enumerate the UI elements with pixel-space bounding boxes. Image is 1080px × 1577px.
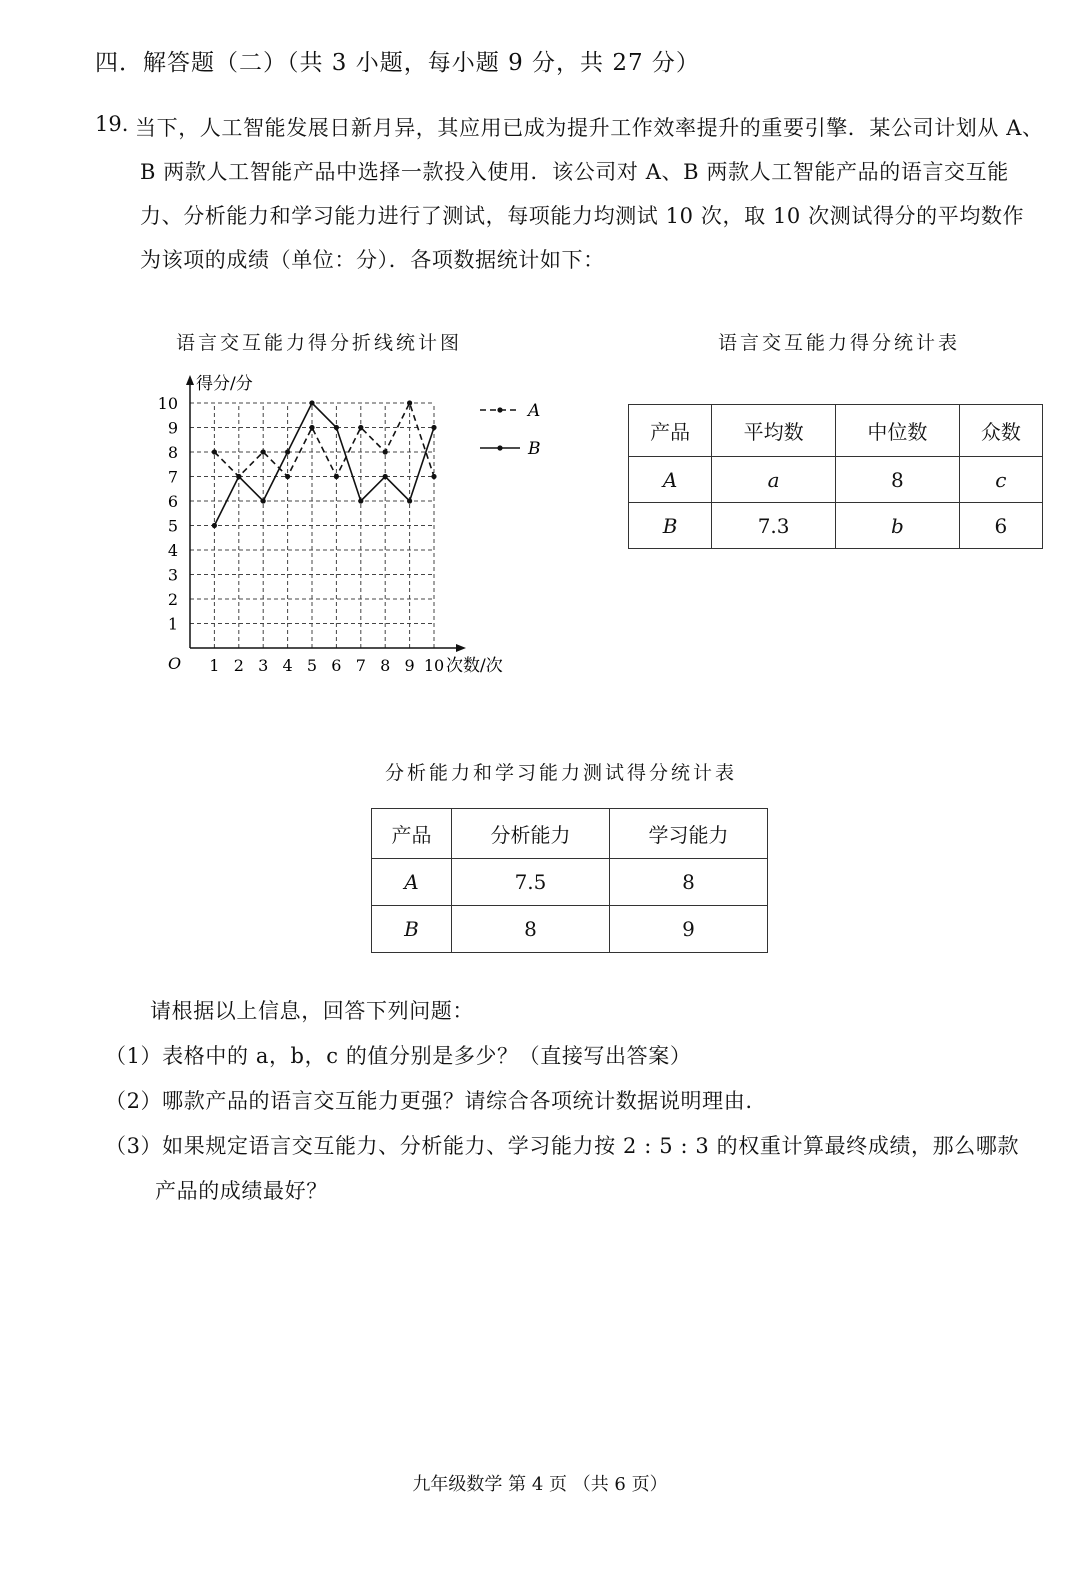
stats-table-analysis-learning bbox=[371, 808, 768, 953]
data-point-A bbox=[431, 474, 436, 479]
data-point-B bbox=[407, 498, 412, 503]
y-tick-label: 1 bbox=[167, 614, 178, 634]
question-text-line: 当下，人工智能发展日新月异，其应用已成为提升工作效率提升的重要引擎．某公司计划从 A、 bbox=[135, 116, 1044, 140]
table-header-cell: 中位数 bbox=[835, 405, 959, 457]
sub-question-3: （3）如果规定语言交互能力、分析能力、学习能力按 2 : 5 : 3 的权重计算最终成绩，那么哪款 bbox=[105, 1134, 1020, 1158]
line-chart bbox=[150, 368, 541, 688]
table-header-cell: 分析能力 bbox=[451, 809, 609, 859]
sub-question-3-cont: 产品的成绩最好？ bbox=[155, 1179, 328, 1203]
table-cell: A bbox=[372, 859, 452, 906]
x-tick-label: 9 bbox=[404, 656, 415, 675]
table-cell: 7.3 bbox=[712, 503, 836, 549]
chart-title: 语言交互能力得分折线统计图 bbox=[176, 332, 463, 354]
table-cell: c bbox=[959, 457, 1042, 503]
legend-marker-A bbox=[497, 407, 502, 412]
table-cell: 6 bbox=[959, 503, 1042, 549]
question-number: 19. bbox=[95, 112, 129, 136]
y-tick-label: 4 bbox=[167, 541, 178, 560]
table-header-cell: 众数 bbox=[959, 405, 1042, 457]
x-tick-label: 6 bbox=[331, 656, 342, 675]
data-point-A bbox=[212, 449, 217, 454]
section-title: 四．解答题（二）（共 3 小题，每小题 9 分，共 27 分） bbox=[95, 50, 700, 76]
sub-question-2: （2）哪款产品的语言交互能力更强？请综合各项统计数据说明理由. bbox=[105, 1089, 753, 1113]
data-point-B bbox=[383, 474, 388, 479]
question-text-line: 力、分析能力和学习能力进行了测试，每项能力均测试 10 次，取 10 次测试得分的平均数作 bbox=[140, 204, 1025, 228]
y-tick-label: 7 bbox=[167, 467, 178, 487]
table-cell: 7.5 bbox=[451, 859, 609, 906]
table-cell: 9 bbox=[609, 906, 767, 953]
table-cell: 8 bbox=[609, 859, 767, 906]
data-point-A bbox=[334, 474, 339, 479]
data-point-B bbox=[358, 498, 363, 503]
y-axis-arrow bbox=[186, 375, 194, 385]
y-tick-label: 10 bbox=[157, 394, 178, 413]
data-point-A bbox=[358, 425, 363, 430]
question-text-line: 为该项的成绩（单位：分）．各项数据统计如下： bbox=[140, 248, 605, 272]
data-point-B bbox=[285, 449, 290, 454]
legend-label-A: A bbox=[528, 401, 541, 421]
data-point-B bbox=[309, 400, 314, 405]
data-point-B bbox=[261, 498, 266, 503]
table-header-cell: 产品 bbox=[372, 809, 452, 859]
y-tick-label: 5 bbox=[167, 516, 178, 536]
table1-title: 语言交互能力得分统计表 bbox=[718, 332, 961, 354]
data-point-B bbox=[212, 523, 217, 528]
legend-label-B: B bbox=[528, 439, 541, 459]
table-header-cell: 平均数 bbox=[712, 405, 836, 457]
y-tick-label: 3 bbox=[167, 565, 178, 585]
y-tick-label: 9 bbox=[167, 418, 178, 438]
data-point-A bbox=[383, 449, 388, 454]
x-tick-label: 3 bbox=[258, 656, 269, 675]
data-point-A bbox=[285, 474, 290, 479]
page-footer: 九年级数学 第 4 页 （共 6 页） bbox=[412, 1474, 668, 1495]
table-cell: 8 bbox=[451, 906, 609, 953]
table-cell: A bbox=[629, 457, 712, 503]
x-tick-label: 1 bbox=[209, 656, 220, 675]
data-point-A bbox=[261, 449, 266, 454]
x-tick-label: 8 bbox=[380, 656, 391, 675]
table-cell: 8 bbox=[835, 457, 959, 503]
x-tick-label: 10 bbox=[423, 656, 445, 675]
legend-marker-B bbox=[497, 445, 502, 450]
x-axis-label: 次数/次 bbox=[446, 656, 503, 676]
x-tick-label: 4 bbox=[282, 656, 293, 675]
x-tick-label: 2 bbox=[233, 656, 244, 675]
table-header-cell: 学习能力 bbox=[609, 809, 767, 859]
origin-label: O bbox=[168, 654, 182, 673]
table-row bbox=[629, 503, 1043, 549]
y-tick-label: 2 bbox=[167, 590, 178, 609]
data-point-A bbox=[309, 425, 314, 430]
stats-table-language bbox=[628, 404, 1043, 549]
x-tick-label: 7 bbox=[355, 656, 366, 675]
table-cell: a bbox=[712, 457, 836, 503]
table-cell: b bbox=[835, 503, 959, 549]
table-cell: B bbox=[372, 906, 452, 953]
data-point-B bbox=[334, 425, 339, 430]
table-cell: B bbox=[629, 503, 712, 549]
table-row bbox=[372, 859, 768, 906]
table2-title: 分析能力和学习能力测试得分统计表 bbox=[385, 762, 738, 784]
y-tick-label: 6 bbox=[167, 492, 178, 511]
data-point-A bbox=[407, 400, 412, 405]
table-row bbox=[372, 906, 768, 953]
table-header-cell: 产品 bbox=[629, 405, 712, 457]
data-point-B bbox=[236, 474, 241, 479]
y-axis-label: 得分/分 bbox=[196, 374, 253, 394]
data-point-B bbox=[431, 425, 436, 430]
series-line-B bbox=[214, 403, 434, 526]
sub-question-1: （1）表格中的 a，b，c 的值分别是多少？（直接写出答案） bbox=[105, 1044, 692, 1068]
questions-intro: 请根据以上信息，回答下列问题： bbox=[150, 999, 474, 1023]
table-header-row bbox=[629, 405, 1043, 457]
question-text-line: B 两款人工智能产品中选择一款投入使用．该公司对 A、B 两款人工智能产品的语言交互能 bbox=[140, 160, 1009, 184]
y-tick-label: 8 bbox=[167, 443, 178, 462]
x-tick-label: 5 bbox=[306, 656, 318, 675]
table-row bbox=[629, 457, 1043, 503]
x-axis-arrow bbox=[456, 644, 466, 652]
series-line-A bbox=[214, 403, 434, 477]
table-header-row bbox=[372, 809, 768, 859]
